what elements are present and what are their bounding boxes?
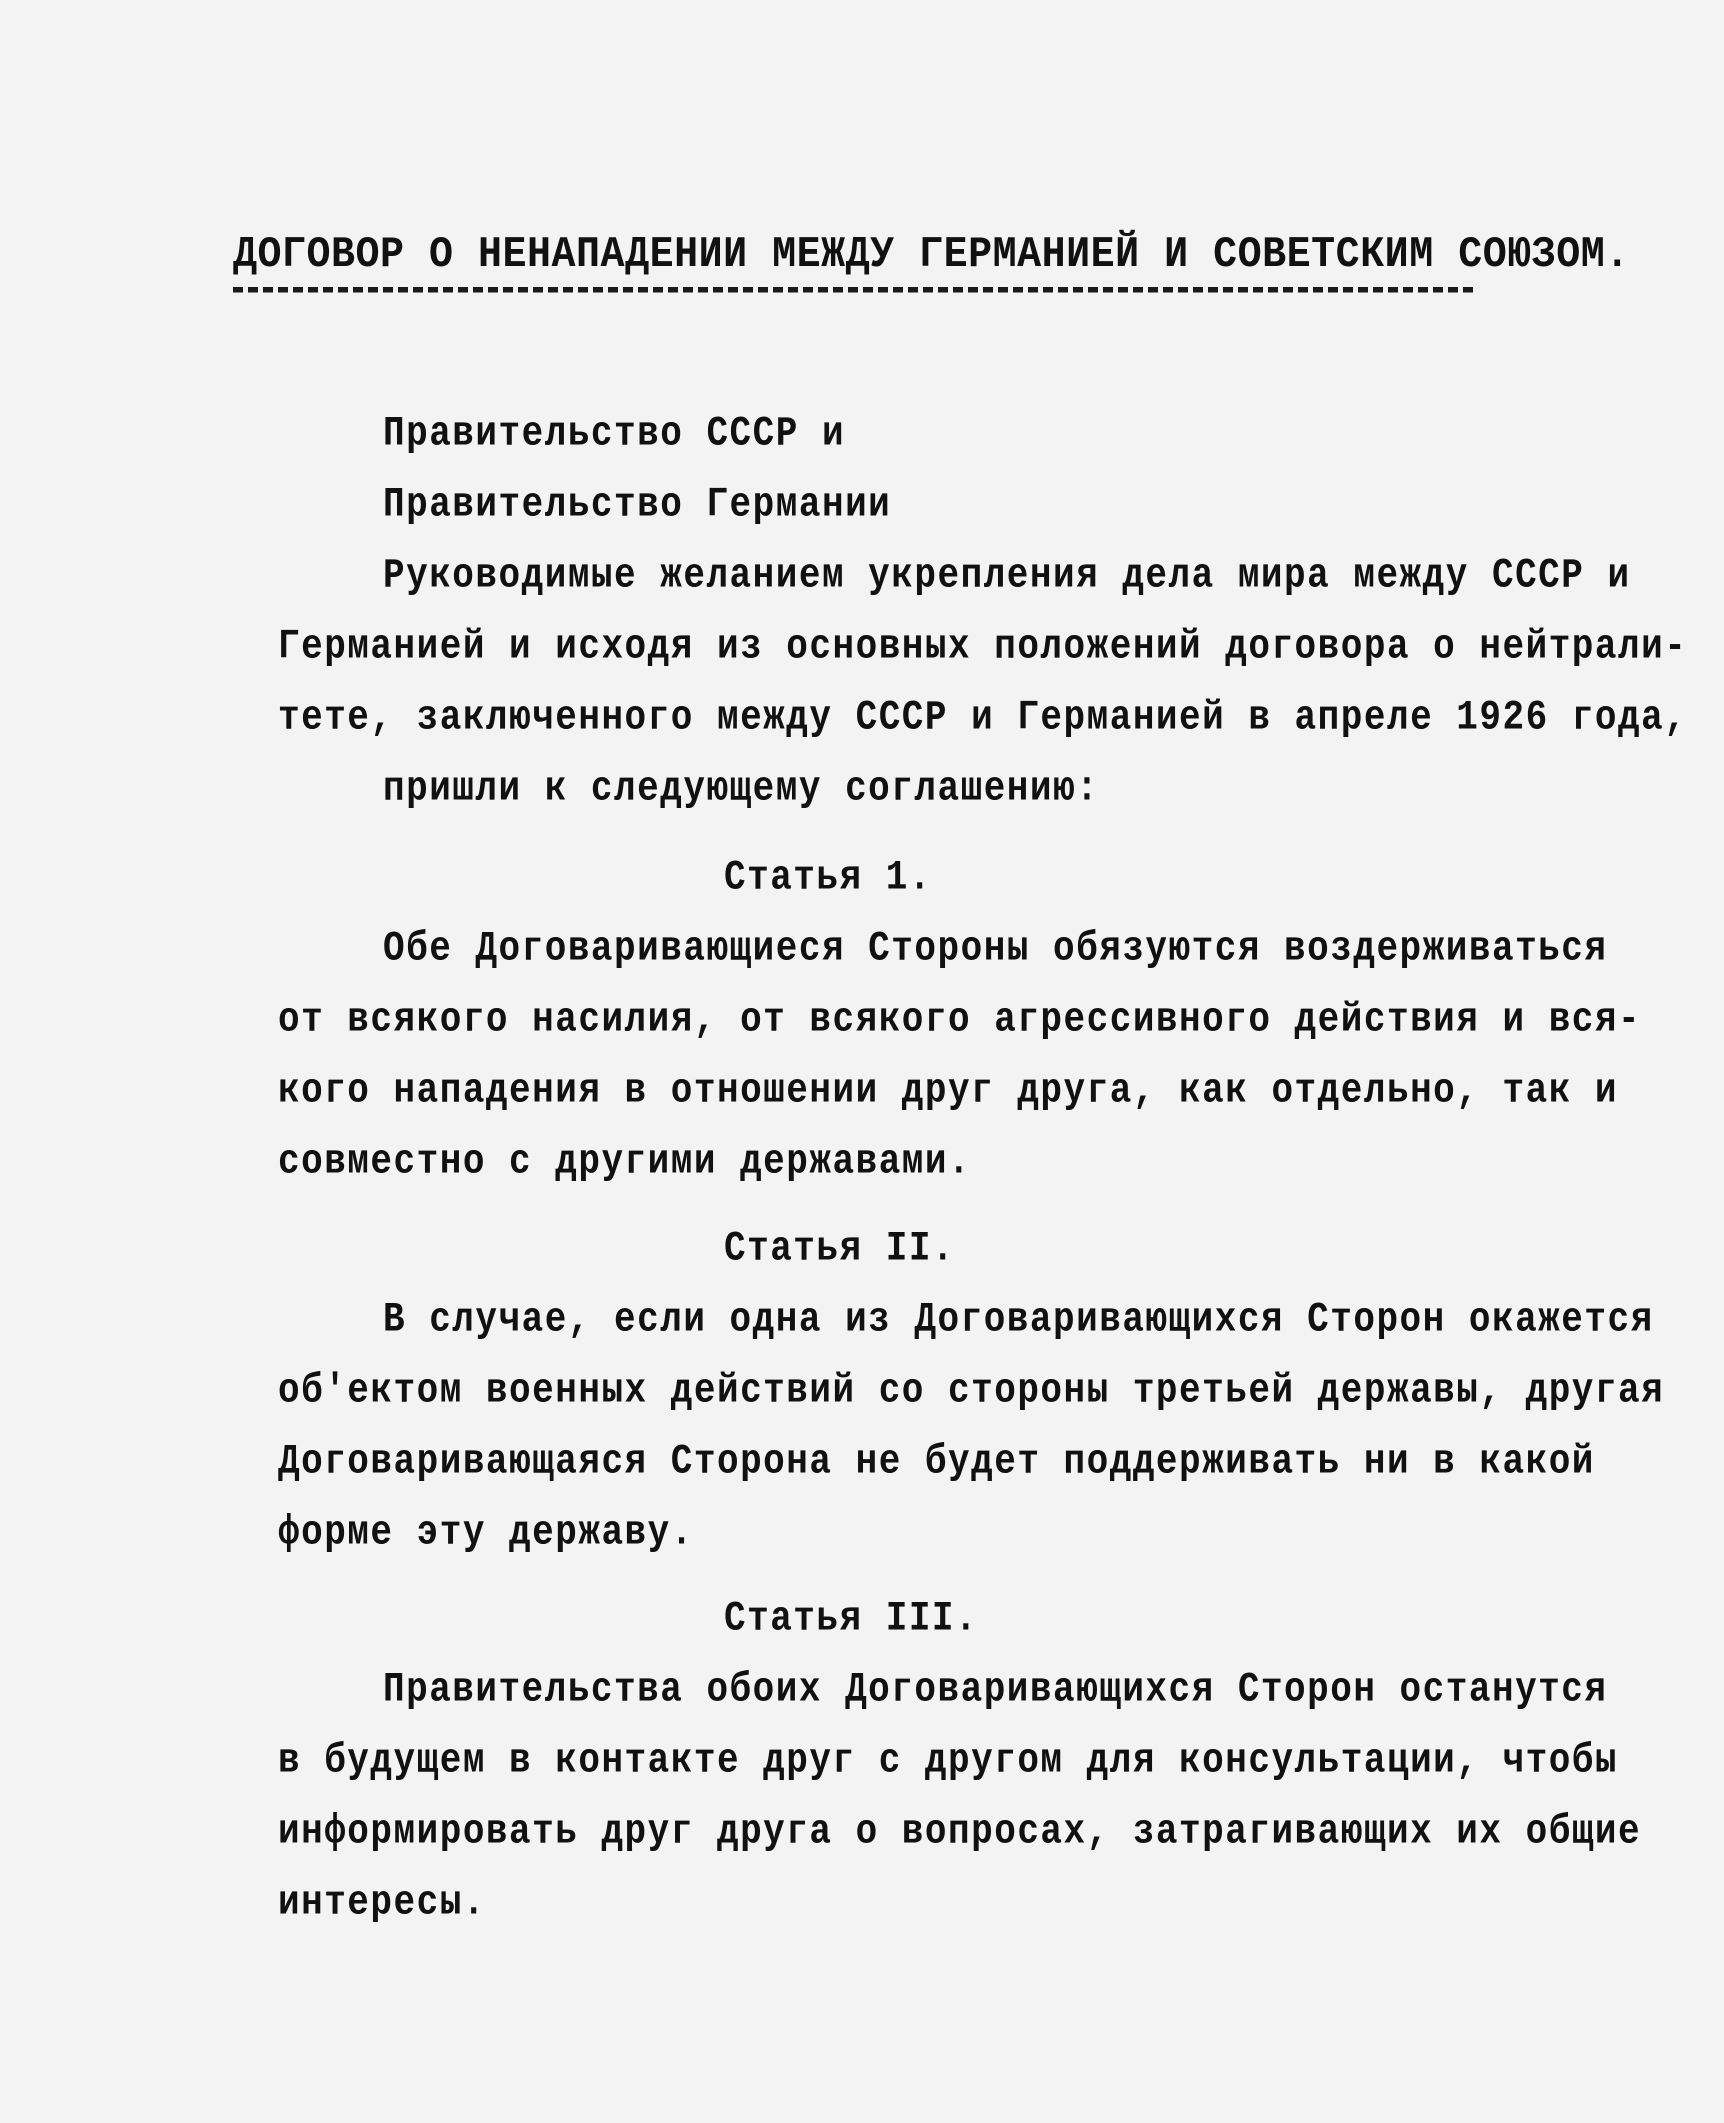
- preamble-party-1: Правительство СССР и: [383, 410, 846, 458]
- article-1-line: от всякого насилия, от всякого агрессивного действия и вся-: [278, 996, 1642, 1044]
- article-1-line: Обе Договаривающиеся Стороны обязуются воздерживаться: [383, 925, 1608, 973]
- article-1-line: совместно с другими державами.: [278, 1138, 972, 1186]
- article-2-line: об'ектом военных действий со стороны третьей державы, другая: [278, 1367, 1665, 1415]
- article-3-line: Правительства обоих Договаривающихся Сторон останутся: [383, 1666, 1608, 1714]
- article-1-heading: Статья 1.: [724, 854, 932, 902]
- article-3-line: в будущем в контакте друг с другом для консультации, чтобы: [278, 1737, 1619, 1785]
- article-3-line: информировать друг друга о вопросах, затрагивающих их общие: [278, 1808, 1642, 1856]
- article-2-line: форме эту державу.: [278, 1509, 694, 1557]
- preamble-line: Руководимые желанием укрепления дела мира между СССР и: [383, 552, 1631, 600]
- preamble-line: тете, заключенного между СССР и Германией в апреле 1926 года,: [278, 694, 1688, 742]
- article-3-heading: Статья III.: [724, 1595, 979, 1643]
- preamble-line: Германией и исходя из основных положений договора о нейтрали-: [278, 623, 1688, 671]
- document-title: ДОГОВОР О НЕНАПАДЕНИИ МЕЖДУ ГЕРМАНИЕЙ И СОВЕТСКИМ СОЮЗОМ.: [233, 232, 1473, 293]
- preamble-party-2: Правительство Германии: [383, 481, 892, 529]
- article-2-line: В случае, если одна из Договаривающихся Сторон окажется: [383, 1296, 1654, 1344]
- preamble-agreement: пришли к следующему соглашению:: [383, 765, 1100, 813]
- article-2-line: Договаривающаяся Сторона не будет поддерживать ни в какой: [278, 1438, 1595, 1486]
- article-1-line: кого нападения в отношении друг друга, как отдельно, так и: [278, 1067, 1619, 1115]
- article-2-heading: Статья II.: [724, 1225, 956, 1273]
- article-3-line: интересы.: [278, 1879, 486, 1927]
